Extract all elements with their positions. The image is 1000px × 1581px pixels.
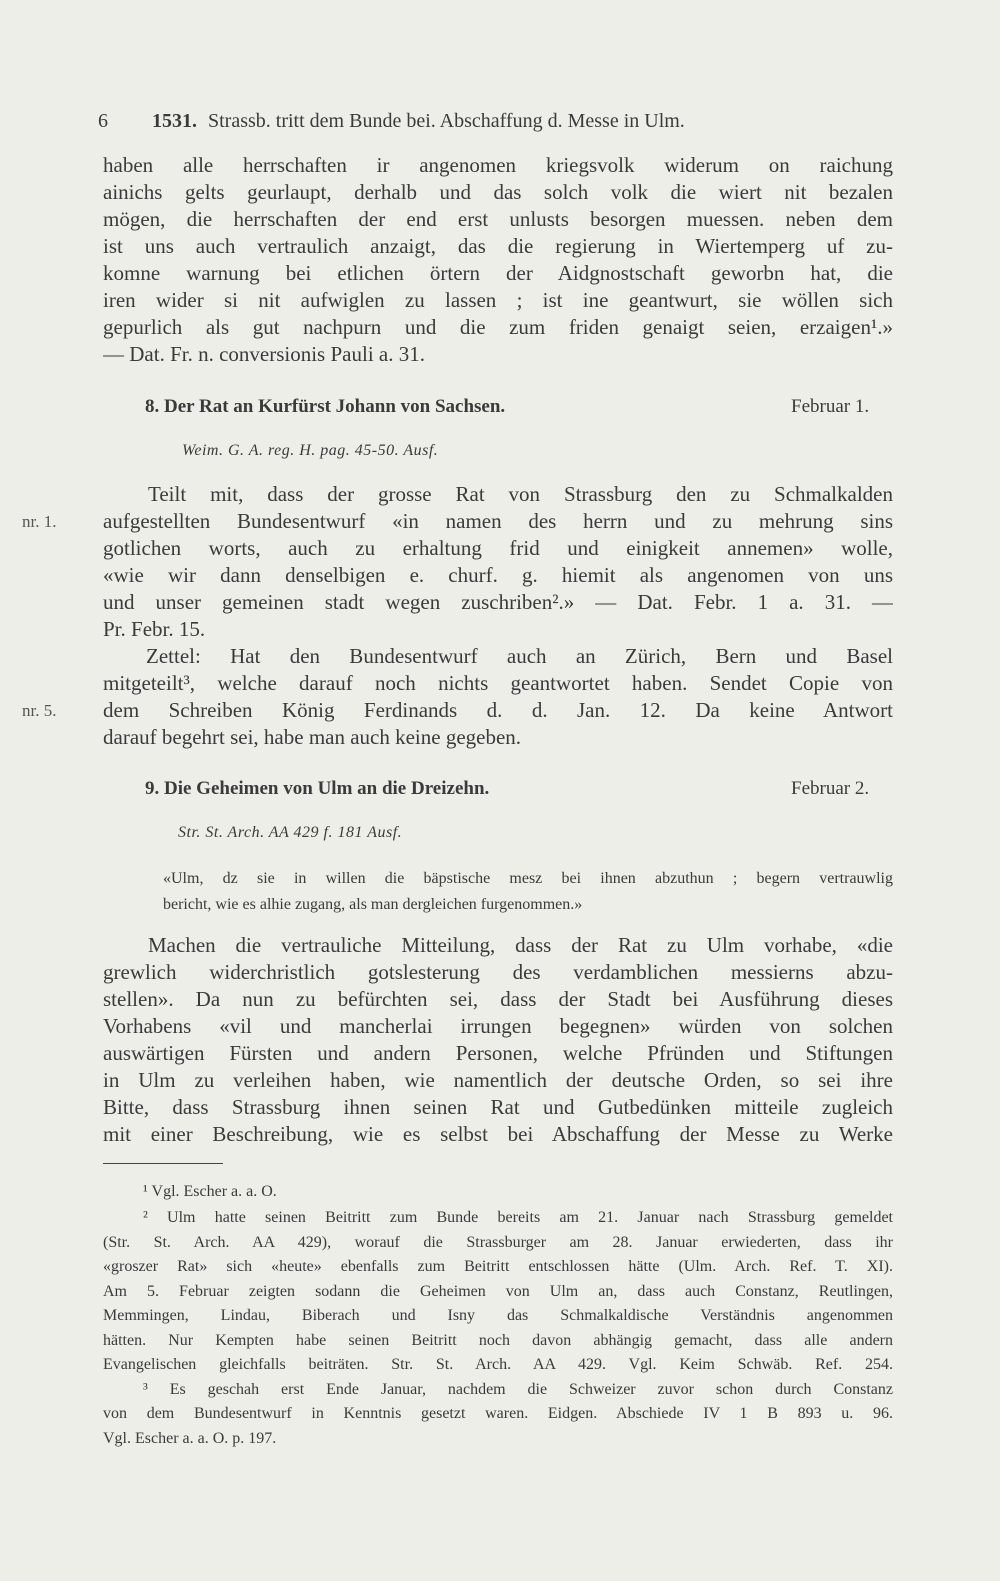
quote-line: «Ulm, dz sie in willen die bäpstische mesz bei ihnen abzuthun ; begern vertrauwlig bbox=[163, 870, 893, 887]
text-line: dem Schreiben König Ferdinands d. d. Jan. 12. Da keine Antwort bbox=[103, 698, 893, 722]
text-line: «wie wir dann denselbigen e. churf. g. hiemit als angenomen von uns bbox=[103, 563, 893, 587]
text-line: stellen». Da nun zu befürchten sei, dass der Stadt bei Ausführung dieses bbox=[103, 987, 893, 1011]
text-line: grewlich widerchristlich gotslesterung des verdamblichen messierns abzu- bbox=[103, 960, 893, 984]
text-line: aufgestellten Bundesentwurf «in namen des herrn und zu mehrung sins bbox=[103, 509, 893, 533]
text-line: ist uns auch vertraulich anzaigt, das die regierung in Wiertemperg uf zu- bbox=[103, 234, 893, 258]
text-line: auswärtigen Fürsten und andern Personen, welche Pfründen und Stiftungen bbox=[103, 1041, 893, 1065]
text-line: Bitte, dass Strassburg ihnen seinen Rat und Gutbedünken mitteile zugleich bbox=[103, 1095, 893, 1119]
margin-note: nr. 5. bbox=[22, 701, 57, 720]
text-line: Pr. Febr. 15. bbox=[103, 617, 206, 641]
doc-9-date: Februar 2. bbox=[791, 778, 870, 799]
footnote-2-line: (Str. St. Arch. AA 429), worauf die Strassburger am 28. Januar erwiederten, dass ihr bbox=[103, 1233, 893, 1251]
text-line: und unser gemeinen stadt wegen zuschriben².» — Dat. Febr. 1 a. 31. — bbox=[103, 590, 893, 614]
running-title-year: 1531. bbox=[152, 110, 197, 132]
page-number: 6 bbox=[98, 110, 108, 132]
text-line: mit einer Beschreibung, wie es selbst bei Abschaffung der Messe zu Werke bbox=[103, 1122, 893, 1146]
footnote-2-line: Am 5. Februar zeigten sodann die Geheimen von Ulm an, dass auch Constanz, Reutlingen, bbox=[103, 1282, 893, 1300]
text-line: iren wider si nit aufwiglen zu lassen ; ist ine geantwurt, sie wöllen sich bbox=[103, 288, 893, 312]
quote-line: bericht, wie es alhie zugang, als man dergleichen furgenommen.» bbox=[163, 896, 583, 913]
running-title: Strassb. tritt dem Bunde bei. Abschaffung d. Messe in Ulm. bbox=[208, 110, 685, 132]
text-line: gotlichen worts, auch zu erhaltung frid und einigkeit annemen» wolle, bbox=[103, 536, 893, 560]
footnote-3-line: von dem Bundesentwurf in Kenntnis gesetzt waren. Eidgen. Abschiede IV 1 B 893 u. 96. bbox=[103, 1405, 893, 1422]
doc-8-source: Weim. G. A. reg. H. pag. 45-50. Ausf. bbox=[182, 442, 439, 459]
text-line: darauf begehrt sei, habe man auch keine gegeben. bbox=[103, 725, 522, 749]
footnote-1: ¹ Vgl. Escher a. a. O. bbox=[143, 1183, 277, 1200]
doc-9-source: Str. St. Arch. AA 429 f. 181 Ausf. bbox=[178, 824, 403, 841]
text-line: ainichs gelts geurlaupt, derhalb und das solch volk die wiert nit bezalen bbox=[103, 180, 893, 204]
text-line: gepurlich als gut nachpurn und die zum friden genaigt seien, erzaigen¹.» bbox=[103, 315, 893, 339]
footnote-3-line: Vgl. Escher a. a. O. p. 197. bbox=[103, 1429, 277, 1447]
text-line: komne warnung bei etlichen örtern der Aidgnostschaft geworbn hat, die bbox=[103, 261, 893, 285]
text-line: — Dat. Fr. n. conversionis Pauli a. 31. bbox=[103, 342, 425, 366]
footnote-2-line: Memmingen, Lindau, Biberach und Isny das Schmalkaldische Verständnis angenommen bbox=[103, 1307, 893, 1324]
footnote-2-line: ² Ulm hatte seinen Beitritt zum Bunde bereits am 21. Januar nach Strassburg gemeldet bbox=[143, 1209, 893, 1226]
footnote-divider bbox=[103, 1163, 223, 1164]
footnote-2-line: hätten. Nur Kempten habe seinen Beitritt noch davon abhängig gemacht, dass alle andern bbox=[103, 1331, 893, 1349]
text-line: Vorhabens «vil und mancherlai irrungen begegnen» würden von solchen bbox=[103, 1014, 893, 1038]
zettel-line: Zettel: Hat den Bundesentwurf auch an Zürich, Bern und Basel bbox=[146, 644, 893, 668]
footnote-2-line: Evangelischen gleichfalls beiträten. Str. St. Arch. AA 429. Vgl. Keim Schwäb. Ref. 254. bbox=[103, 1356, 893, 1373]
text-line: in Ulm zu verleihen haben, wie namentlich der deutsche Orden, so sei ihre bbox=[103, 1068, 893, 1092]
margin-note: nr. 1. bbox=[22, 512, 57, 531]
doc-9-heading: 9. Die Geheimen von Ulm an die Dreizehn. bbox=[145, 778, 490, 799]
doc-8-heading: 8. Der Rat an Kurfürst Johann von Sachsen. bbox=[145, 396, 506, 417]
doc-8-date: Februar 1. bbox=[791, 396, 870, 417]
text-line: mitgeteilt³, welche darauf noch nichts geantwortet haben. Sendet Copie von bbox=[103, 671, 893, 695]
footnote-3-line: ³ Es geschah erst Ende Januar, nachdem die Schweizer zuvor schon durch Constanz bbox=[143, 1380, 893, 1398]
text-line: haben alle herrschaften ir angenomen kriegsvolk widerum on raichung bbox=[103, 153, 893, 177]
text-line: Teilt mit, dass der grosse Rat von Strassburg den zu Schmalkalden bbox=[148, 482, 893, 506]
text-line: Machen die vertrauliche Mitteilung, dass der Rat zu Ulm vorhabe, «die bbox=[148, 933, 893, 957]
footnote-2-line: «groszer Rat» sich «heute» ebenfalls zum Beitritt entschlossen hätte (Ulm. Arch. Ref. T. XI). bbox=[103, 1258, 893, 1275]
text-line: mögen, die herrschaften der end erst unlusts besorgen muessen. neben dem bbox=[103, 207, 893, 231]
